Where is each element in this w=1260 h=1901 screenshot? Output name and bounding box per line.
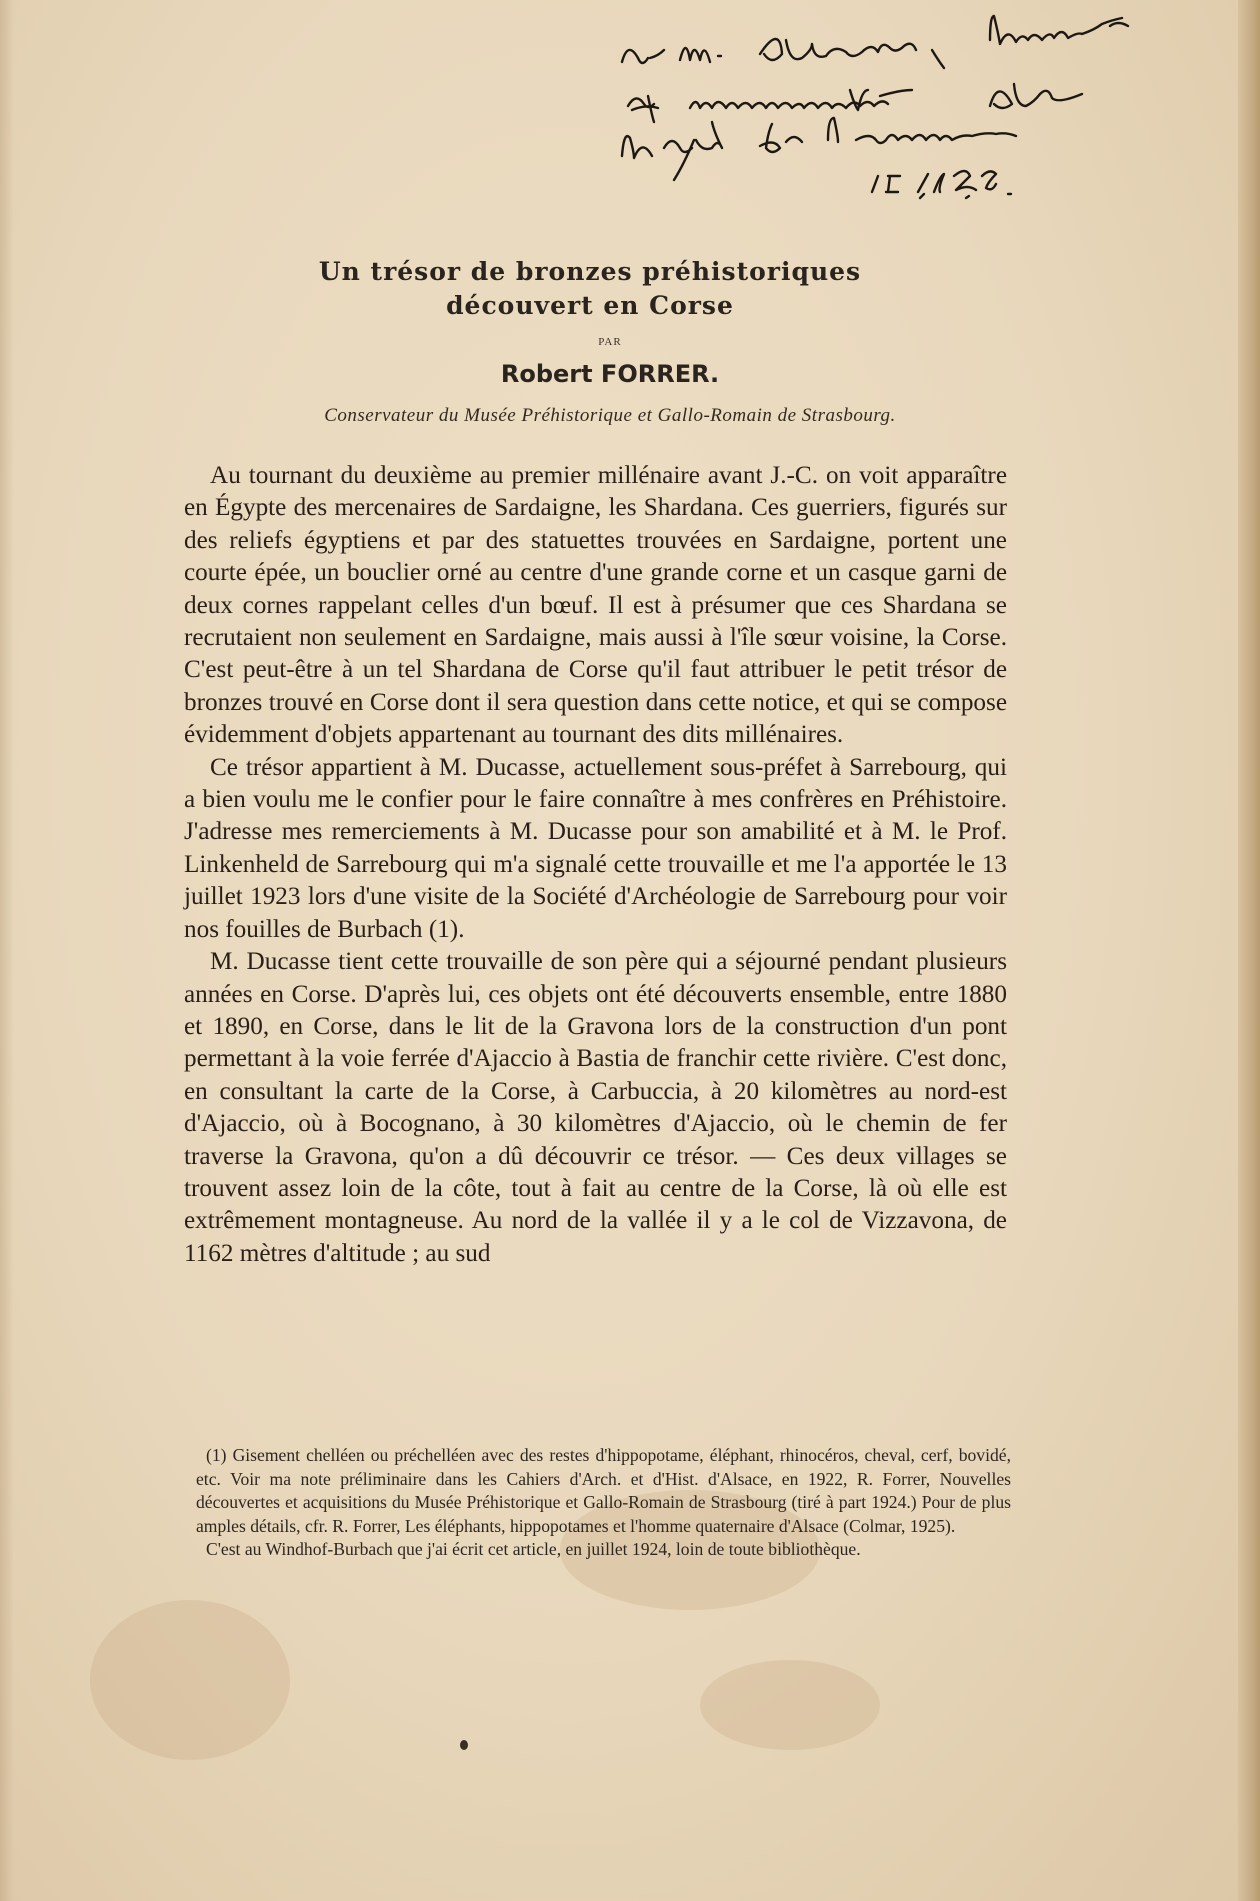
footnotes [196, 1444, 1011, 1562]
byline-par: PAR [598, 336, 622, 348]
paragraph: M. Ducasse tient cette trouvaille de son père qui a séjourné pendant plusieurs années en Corse. D'après lui, ces objets ont été découverts ensemble, entre 1880 et 1890, en Corse, dans le lit de la Gravona lors de la construction d'un pont permettant à la voie ferrée d'Ajaccio à Bastia de franchir cette rivière. C'est donc, en consultant la carte de la Corse, à Carbuccia, à 20 kilomètres au nord-est d'Ajaccio, où à Bocognano, à 30 kilomètres d'Ajaccio, où le chemin de fer traverse la Gravona, qu'on a dû découvrir ce trésor. — Ces deux villages se trouvent assez loin de la côte, tout à fait au centre de la Corse, là où elle est extrêmement montagneuse. Au nord de la vallée il y a le col de Vizzavona, de 1162 mètres d'altitude ; au sud [184, 948, 1007, 1267]
paper-stain [90, 1600, 290, 1760]
article-title [180, 255, 1000, 323]
paragraph: Au tournant du deuxième au premier millénaire avant J.-C. on voit apparaître en Égypte des mercenaires de Sardaigne, les Shardana. Ces guerriers, figurés sur des reliefs égyptiens et par des statuettes trouvées en Sardaigne, portent une courte épée, un bouclier orné au centre d'une grande corne et un casque garni de deux cornes rappelant celles d'un bœuf. Il est à présumer que ces Shardana se recrutaient non seulement en Sardaigne, mais aussi à l'île sœur voisine, la Corse. C'est peut-être à un tel Shardana de Corse qu'il faut attribuer le petit trésor de bronzes trouvé en Corse dont il sera question dans cette notice, et qui se compose évidemment d'objets appartenant au tournant des dits millénaires. [184, 462, 1007, 749]
title-line-1: Un trésor de bronzes préhistoriques [318, 257, 862, 286]
footnote-2: C'est au Windhof-Burbach que j'ai écrit cet article, en juillet 1924, loin de toute bibliothèque. [206, 1539, 861, 1559]
author-affiliation: Conservateur du Musée Préhistorique et Gallo-Romain de Strasbourg. [324, 405, 896, 426]
paper-stain [700, 1660, 880, 1750]
ink-dot [460, 1740, 468, 1750]
footnote-1: (1) Gisement chelléen ou préchelléen avec des restes d'hippopotame, éléphant, rhinocéros, cheval, cerf, bovidé, etc. Voir ma note préliminaire dans les Cahiers d'Arch. et d'Hist. d'Alsace, en 1922, R. Forrer, Nouvelles découvertes et acquisitions du Musée Préhistorique et Gallo-Romain de Strasbourg (tiré à part 1924.) Pour de plus amples détails, cfr. R. Forrer, Les éléphants, hippopotames et l'homme quaternaire d'Alsace (Colmar, 1925). [196, 1445, 1011, 1536]
title-line-2: découvert en Corse [446, 291, 734, 320]
page-left-shadow [0, 0, 14, 1901]
author-name: Robert FORRER. [500, 360, 720, 388]
page-right-edge [1238, 0, 1260, 1901]
handwriting-scribble [610, 10, 1230, 210]
handwritten-dedication [610, 10, 1230, 210]
article-body [184, 460, 1007, 1270]
paragraph: Ce trésor appartient à M. Ducasse, actuellement sous-préfet à Sarrebourg, qui a bien voulu me le confier pour le faire connaître à mes confrères en Préhistoire. J'adresse mes remerciements à M. Ducasse pour son amabilité et à M. le Prof. Linkenheld de Sarrebourg qui m'a signalé cette trouvaille et me l'a apportée le 13 juillet 1923 lors d'une visite de la Société d'Archéologie de Sarrebourg pour voir nos fouilles de Burbach (1). [184, 753, 1007, 943]
